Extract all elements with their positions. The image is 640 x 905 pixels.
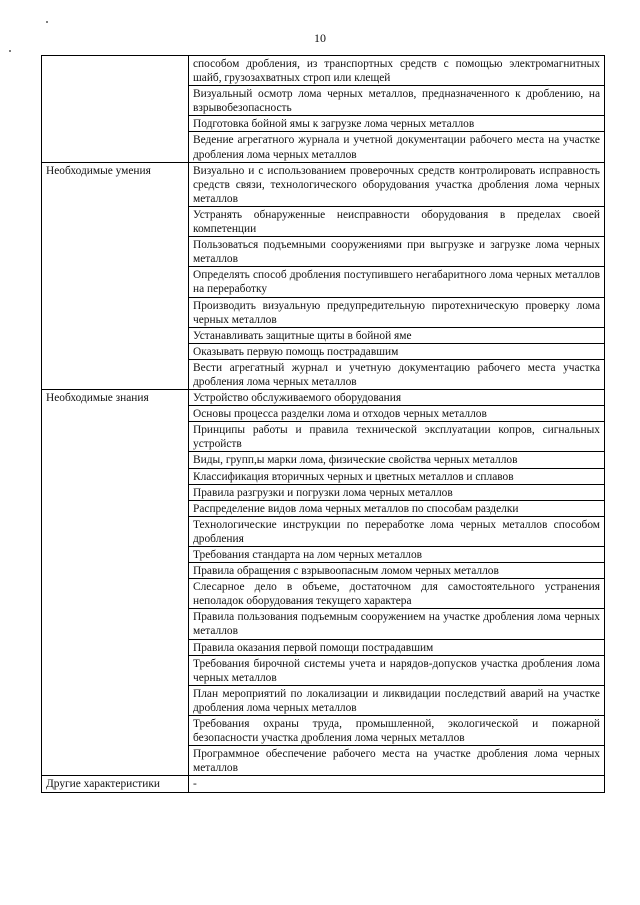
requirement-item: Требования стандарта на лом черных металлов bbox=[189, 547, 605, 563]
requirement-item: Визуальный осмотр лома черных металлов, предназначенного к дроблению, на взрывобезопасность bbox=[189, 86, 605, 116]
requirement-item: Оказывать первую помощь пострадавшим bbox=[189, 343, 605, 359]
requirement-item: Вести агрегатный журнал и учетную документацию рабочего места участка дробления лома черных металлов bbox=[189, 359, 605, 389]
requirement-item: Технологические инструкции по переработке лома черных металлов способом дробления bbox=[189, 516, 605, 546]
scan-speck bbox=[9, 50, 11, 52]
requirement-item: Устанавливать защитные щиты в бойной яме bbox=[189, 327, 605, 343]
requirement-item: Определять способ дробления поступившего негабаритного лома черных металлов на переработку bbox=[189, 267, 605, 297]
table-row bbox=[42, 776, 605, 792]
requirement-item: Пользоваться подъемными сооружениями при выгрузке и загрузке лома черных металлов bbox=[189, 237, 605, 267]
scan-speck bbox=[46, 21, 48, 23]
requirement-item: Виды, групп,ы марки лома, физические свойства черных металлов bbox=[189, 452, 605, 468]
requirement-item: Распределение видов лома черных металлов по способам разделки bbox=[189, 500, 605, 516]
requirements-table bbox=[41, 55, 605, 793]
requirement-item: Устройство обслуживаемого оборудования bbox=[189, 390, 605, 406]
requirement-item: Правила пользования подъемным сооружением на участке дробления лома черных металлов bbox=[189, 609, 605, 639]
requirement-item: Устранять обнаруженные неисправности оборудования в пределах своей компетенции bbox=[189, 206, 605, 236]
table-row bbox=[42, 162, 605, 206]
page-number: 10 bbox=[314, 31, 326, 45]
requirement-item: Правила оказания первой помощи пострадавшим bbox=[189, 639, 605, 655]
requirement-item: Принципы работы и правила технической эксплуатации копров, сигнальных устройств bbox=[189, 422, 605, 452]
requirement-item: План мероприятий по локализации и ликвидации последствий аварий на участке дробления лома черных металлов bbox=[189, 685, 605, 715]
requirement-item: Визуально и с использованием проверочных средств контролировать исправность средств связи, технологического оборудования участка дробления лома черных металлов bbox=[189, 162, 605, 206]
requirement-item: Правила обращения с взрывоопасным ломом черных металлов bbox=[189, 563, 605, 579]
section-label: Необходимые умения bbox=[42, 162, 189, 389]
requirement-item: Слесарное дело в объеме, достаточном для самостоятельного устранения неполадок оборудования текущего характера bbox=[189, 579, 605, 609]
requirement-item: Производить визуальную предупредительную пиротехническую проверку лома черных металлов bbox=[189, 297, 605, 327]
section-label bbox=[42, 56, 189, 163]
requirement-item: - bbox=[189, 776, 605, 792]
requirements-table-body bbox=[42, 56, 605, 793]
requirement-item: Классификация вторичных черных и цветных металлов и сплавов bbox=[189, 468, 605, 484]
requirement-item: Требования бирочной системы учета и нарядов-допусков участка дробления лома черных металлов bbox=[189, 655, 605, 685]
requirement-item: Ведение агрегатного журнала и учетной документации рабочего места на участке дробления лома черных металлов bbox=[189, 132, 605, 162]
requirement-item: способом дробления, из транспортных средств с помощью электромагнитных шайб, грузозахватных строп или клещей bbox=[189, 56, 605, 86]
section-label: Необходимые знания bbox=[42, 390, 189, 776]
requirement-item: Программное обеспечение рабочего места на участке дробления лома черных металлов bbox=[189, 746, 605, 776]
requirement-item: Требования охраны труда, промышленной, экологической и пожарной безопасности участка дробления лома черных металлов bbox=[189, 716, 605, 746]
requirement-item: Подготовка бойной ямы к загрузке лома черных металлов bbox=[189, 116, 605, 132]
requirement-item: Правила разгрузки и погрузки лома черных металлов bbox=[189, 484, 605, 500]
table-row bbox=[42, 56, 605, 86]
section-label: Другие характеристики bbox=[42, 776, 189, 792]
requirement-item: Основы процесса разделки лома и отходов черных металлов bbox=[189, 406, 605, 422]
table-row bbox=[42, 390, 605, 406]
